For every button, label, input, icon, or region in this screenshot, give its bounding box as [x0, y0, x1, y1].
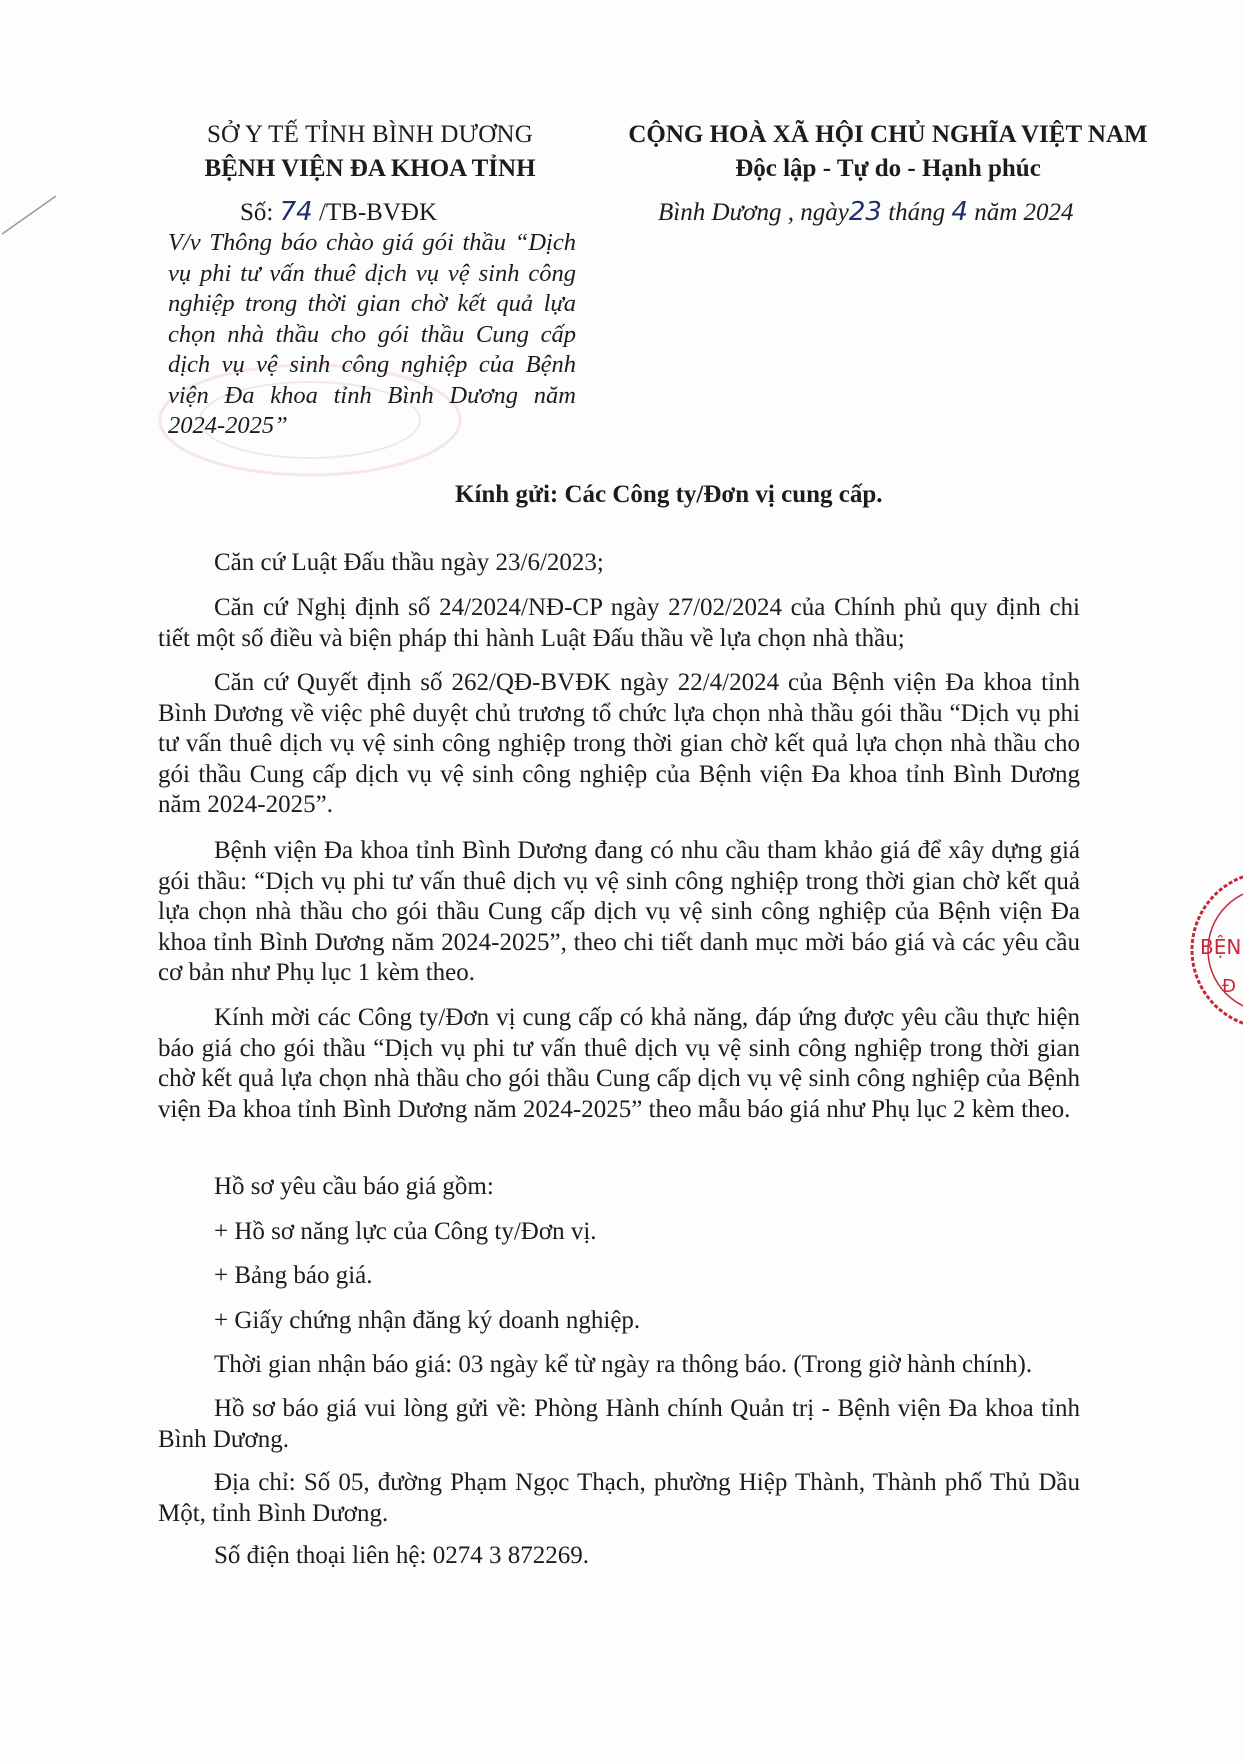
date-year: năm 2024 — [974, 199, 1074, 226]
parent-agency: SỞ Y TẾ TỈNH BÌNH DƯƠNG — [206, 121, 534, 148]
doc-number-suffix: /TB-BVĐK — [318, 199, 438, 226]
body-paragraph-6: Hồ sơ yêu cầu báo giá gồm: — [214, 1173, 494, 1200]
national-header-block — [598, 118, 1178, 186]
agency-name: BỆNH VIỆN ĐA KHOA TỈNH — [204, 155, 536, 182]
body-list-item-1: + Hồ sơ năng lực của Công ty/Đơn vị. — [214, 1218, 597, 1245]
red-stamp-icon — [1160, 860, 1243, 1040]
doc-number-prefix: Số: — [240, 199, 274, 226]
body-paragraph-8: Hồ sơ báo giá vui lòng gửi về: Phòng Hành chính Quản trị - Bệnh viện Đa khoa tỉnh Bình Dương. — [158, 1395, 1080, 1453]
body-list-item-3: + Giấy chứng nhận đăng ký doanh nghiệp. — [214, 1307, 641, 1334]
body-paragraph-4: Bệnh viện Đa khoa tỉnh Bình Dương đang có nhu cầu tham khảo giá để xây dựng giá gói thầu: “Dịch vụ phi tư vấn thuê dịch vụ vệ sinh công nghiệp trong thời gian chờ kết quả lựa chọn nhà thầu cho gói thầu Cung cấp dịch vụ vệ sinh công nghiệp của Bệnh viện Đa khoa tỉnh Bình Dương năm 2024-2025”, theo chi tiết danh mục mời báo giá và các yêu cầu cơ bản như Phụ lục 1 kèm theo. — [158, 837, 1080, 986]
body-paragraph-7: Thời gian nhận báo giá: 03 ngày kể từ ngày ra thông báo. (Trong giờ hành chính). — [214, 1351, 1033, 1378]
place-and-date — [658, 196, 1074, 229]
issuing-agency-block — [150, 118, 590, 186]
body-paragraph-1: Căn cứ Luật Đấu thầu ngày 23/6/2023; — [214, 549, 604, 576]
stamp-text-2: Đ — [1222, 976, 1236, 997]
body-paragraph-3: Căn cứ Quyết định số 262/QĐ-BVĐK ngày 22/4/2024 của Bệnh viện Đa khoa tỉnh Bình Dương về việc phê duyệt chủ trương tổ chức lựa chọn nhà thầu gói thầu “Dịch vụ phi tư vấn thuê dịch vụ vệ sinh công nghiệp trong thời gian chờ kết quả lựa chọn nhà thầu cho gói thầu Cung cấp dịch vụ vệ sinh công nghiệp của Bệnh viện Đa khoa tỉnh Bình Dương năm 2024-2025”. — [158, 669, 1080, 818]
body-paragraph-10: Số điện thoại liên hệ: 0274 3 872269. — [214, 1542, 589, 1569]
date-place: Bình Dương , ngày — [658, 199, 849, 226]
document-subject: V/v Thông báo chào giá gói thầu “Dịch vụ phi tư vấn thuê dịch vụ vệ sinh công nghiệp trong thời gian chờ kết quả lựa chọn nhà thầu cho gói thầu Cung cấp dịch vụ vệ sinh công nghiệp của Bệnh viện Đa khoa tỉnh Bình Dương năm 2024-2025” — [168, 229, 576, 439]
recipient-line: Kính gửi: Các Công ty/Đơn vị cung cấp. — [455, 481, 883, 508]
body-list-item-2: + Bảng báo giá. — [214, 1262, 373, 1289]
date-day-handwritten: 23 — [848, 197, 882, 227]
date-month-label: tháng — [888, 199, 946, 226]
stamp-text-1: BỆN — [1200, 935, 1242, 959]
national-title: CỘNG HOÀ XÃ HỘI CHỦ NGHĨA VIỆT NAM — [628, 121, 1148, 148]
scan-mark-icon — [0, 190, 60, 240]
body-paragraph-9: Địa chỉ: Số 05, đường Phạm Ngọc Thạch, phường Hiệp Thành, Thành phố Thủ Dầu Một, tỉnh Bình Dương. — [158, 1469, 1080, 1527]
doc-number-handwritten: 74 — [279, 197, 313, 227]
body-paragraph-2: Căn cứ Nghị định số 24/2024/NĐ-CP ngày 27/02/2024 của Chính phủ quy định chi tiết một số điều và biện pháp thi hành Luật Đấu thầu về lựa chọn nhà thầu; — [158, 594, 1080, 652]
document-number — [240, 196, 437, 229]
date-month-handwritten: 4 — [951, 197, 968, 227]
national-motto: Độc lập - Tự do - Hạnh phúc — [735, 155, 1041, 182]
body-paragraph-5: Kính mời các Công ty/Đơn vị cung cấp có khả năng, đáp ứng được yêu cầu thực hiện báo giá cho gói thầu “Dịch vụ phi tư vấn thuê dịch vụ vệ sinh công nghiệp trong thời gian chờ kết quả lựa chọn nhà thầu cho gói thầu Cung cấp dịch vụ vệ sinh công nghiệp của Bệnh viện Đa khoa tỉnh Bình Dương năm 2024-2025” theo mẫu báo giá như Phụ lục 2 kèm theo. — [158, 1004, 1080, 1123]
